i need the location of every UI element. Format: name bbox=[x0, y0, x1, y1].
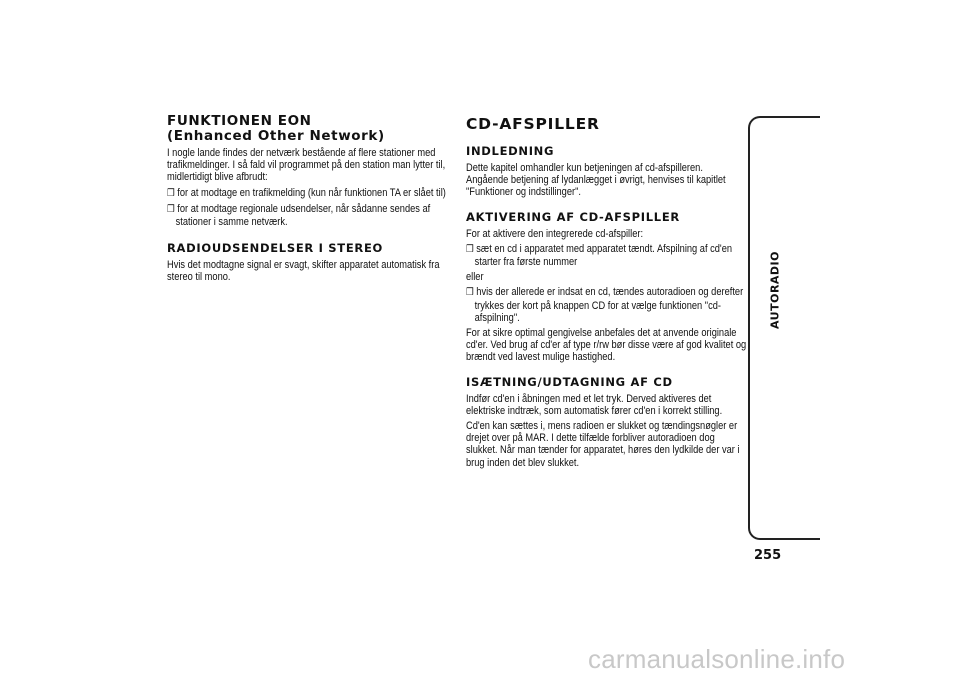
eon-bullet-text: for at modtage en trafikmelding (kun når funktionen TA er slået til) bbox=[177, 186, 446, 199]
cd-player-title: CD-AFSPILLER bbox=[466, 115, 600, 133]
activation-bullet bbox=[466, 243, 756, 268]
eon-intro: I nogle lande findes der netværk bestående af flere stationer med trafikmeldinger. I så fald vil programmet på den station man lytter til, midlertidigt blive afbrudt: bbox=[167, 147, 446, 184]
or-text: eller bbox=[466, 271, 484, 284]
bullet-mark-icon: ❒ bbox=[167, 187, 175, 199]
stereo-text: Hvis det modtagne signal er svagt, skifter apparatet automatisk fra stereo til mono. bbox=[167, 259, 440, 284]
chapter-tab-text: AUTORADIO bbox=[768, 250, 782, 330]
eon-heading-line1: FUNKTIONEN EON bbox=[167, 113, 312, 129]
bullet-mark-icon: ❒ bbox=[167, 203, 175, 215]
intro-heading: INDLEDNING bbox=[466, 144, 555, 158]
insert-text: Cd'en kan sættes i, mens radioen er slukket og tændingsnøgler er drejet over på MAR. I dette tilfælde forbliver autoradioen dog slukket. Når man tænder for apparatet, høres den lydkilde der var i brug inden det blev slukket. bbox=[466, 420, 740, 469]
activation-bullet-text: sæt en cd i apparatet med apparatet tændt. Afspilning af cd'en starter fra første nummer bbox=[474, 242, 733, 269]
quality-text: For at sikre optimal gengivelse anbefales det at anvende originale cd'er. Ved brug af cd'er af type r/rw bør disse være af god kvalitet og brændt ved lavest mulige hastighed. bbox=[466, 327, 747, 364]
insert-heading: ISÆTNING/UDTAGNING AF CD bbox=[466, 374, 673, 389]
eon-heading bbox=[167, 114, 457, 144]
activation-bullet-text: hvis der allerede er indsat en cd, tændes autoradioen og derefter trykkes der kort på knappen CD for at vælge funktionen "cd-afspilning". bbox=[474, 286, 744, 324]
intro-text: Dette kapitel omhandler kun betjeningen af cd-afspilleren. Angående betjening af lydanlægget i øvrigt, henvises til kapitlet "Funktioner og indstillinger". bbox=[466, 162, 726, 199]
page-number: 255 bbox=[754, 548, 782, 563]
chapter-tab bbox=[748, 116, 820, 540]
activation-bullet bbox=[466, 286, 756, 324]
eon-bullet-text: for at modtage regionale udsendelser, når sådanne sendes af stationer i samme netværk. bbox=[175, 202, 431, 229]
insert-text: Indfør cd'en i åbningen med et let tryk. Derved aktiveres det elektriske indtræk, som automatisk fører cd'en i korrekt stilling. bbox=[466, 392, 723, 417]
bullet-mark-icon: ❒ bbox=[466, 287, 474, 299]
eon-bullet bbox=[167, 203, 465, 228]
eon-heading-line2: (Enhanced Other Network) bbox=[167, 128, 385, 144]
eon-bullet bbox=[167, 187, 465, 200]
watermark: carmanualsonline.info bbox=[588, 644, 846, 674]
activation-text: For at aktivere den integrerede cd-afspiller: bbox=[466, 227, 644, 240]
bullet-mark-icon: ❒ bbox=[466, 243, 474, 255]
activation-heading: AKTIVERING AF CD-AFSPILLER bbox=[466, 209, 680, 224]
stereo-heading: RADIOUDSENDELSER I STEREO bbox=[167, 241, 383, 256]
right-column bbox=[466, 114, 748, 472]
left-column bbox=[167, 114, 457, 287]
